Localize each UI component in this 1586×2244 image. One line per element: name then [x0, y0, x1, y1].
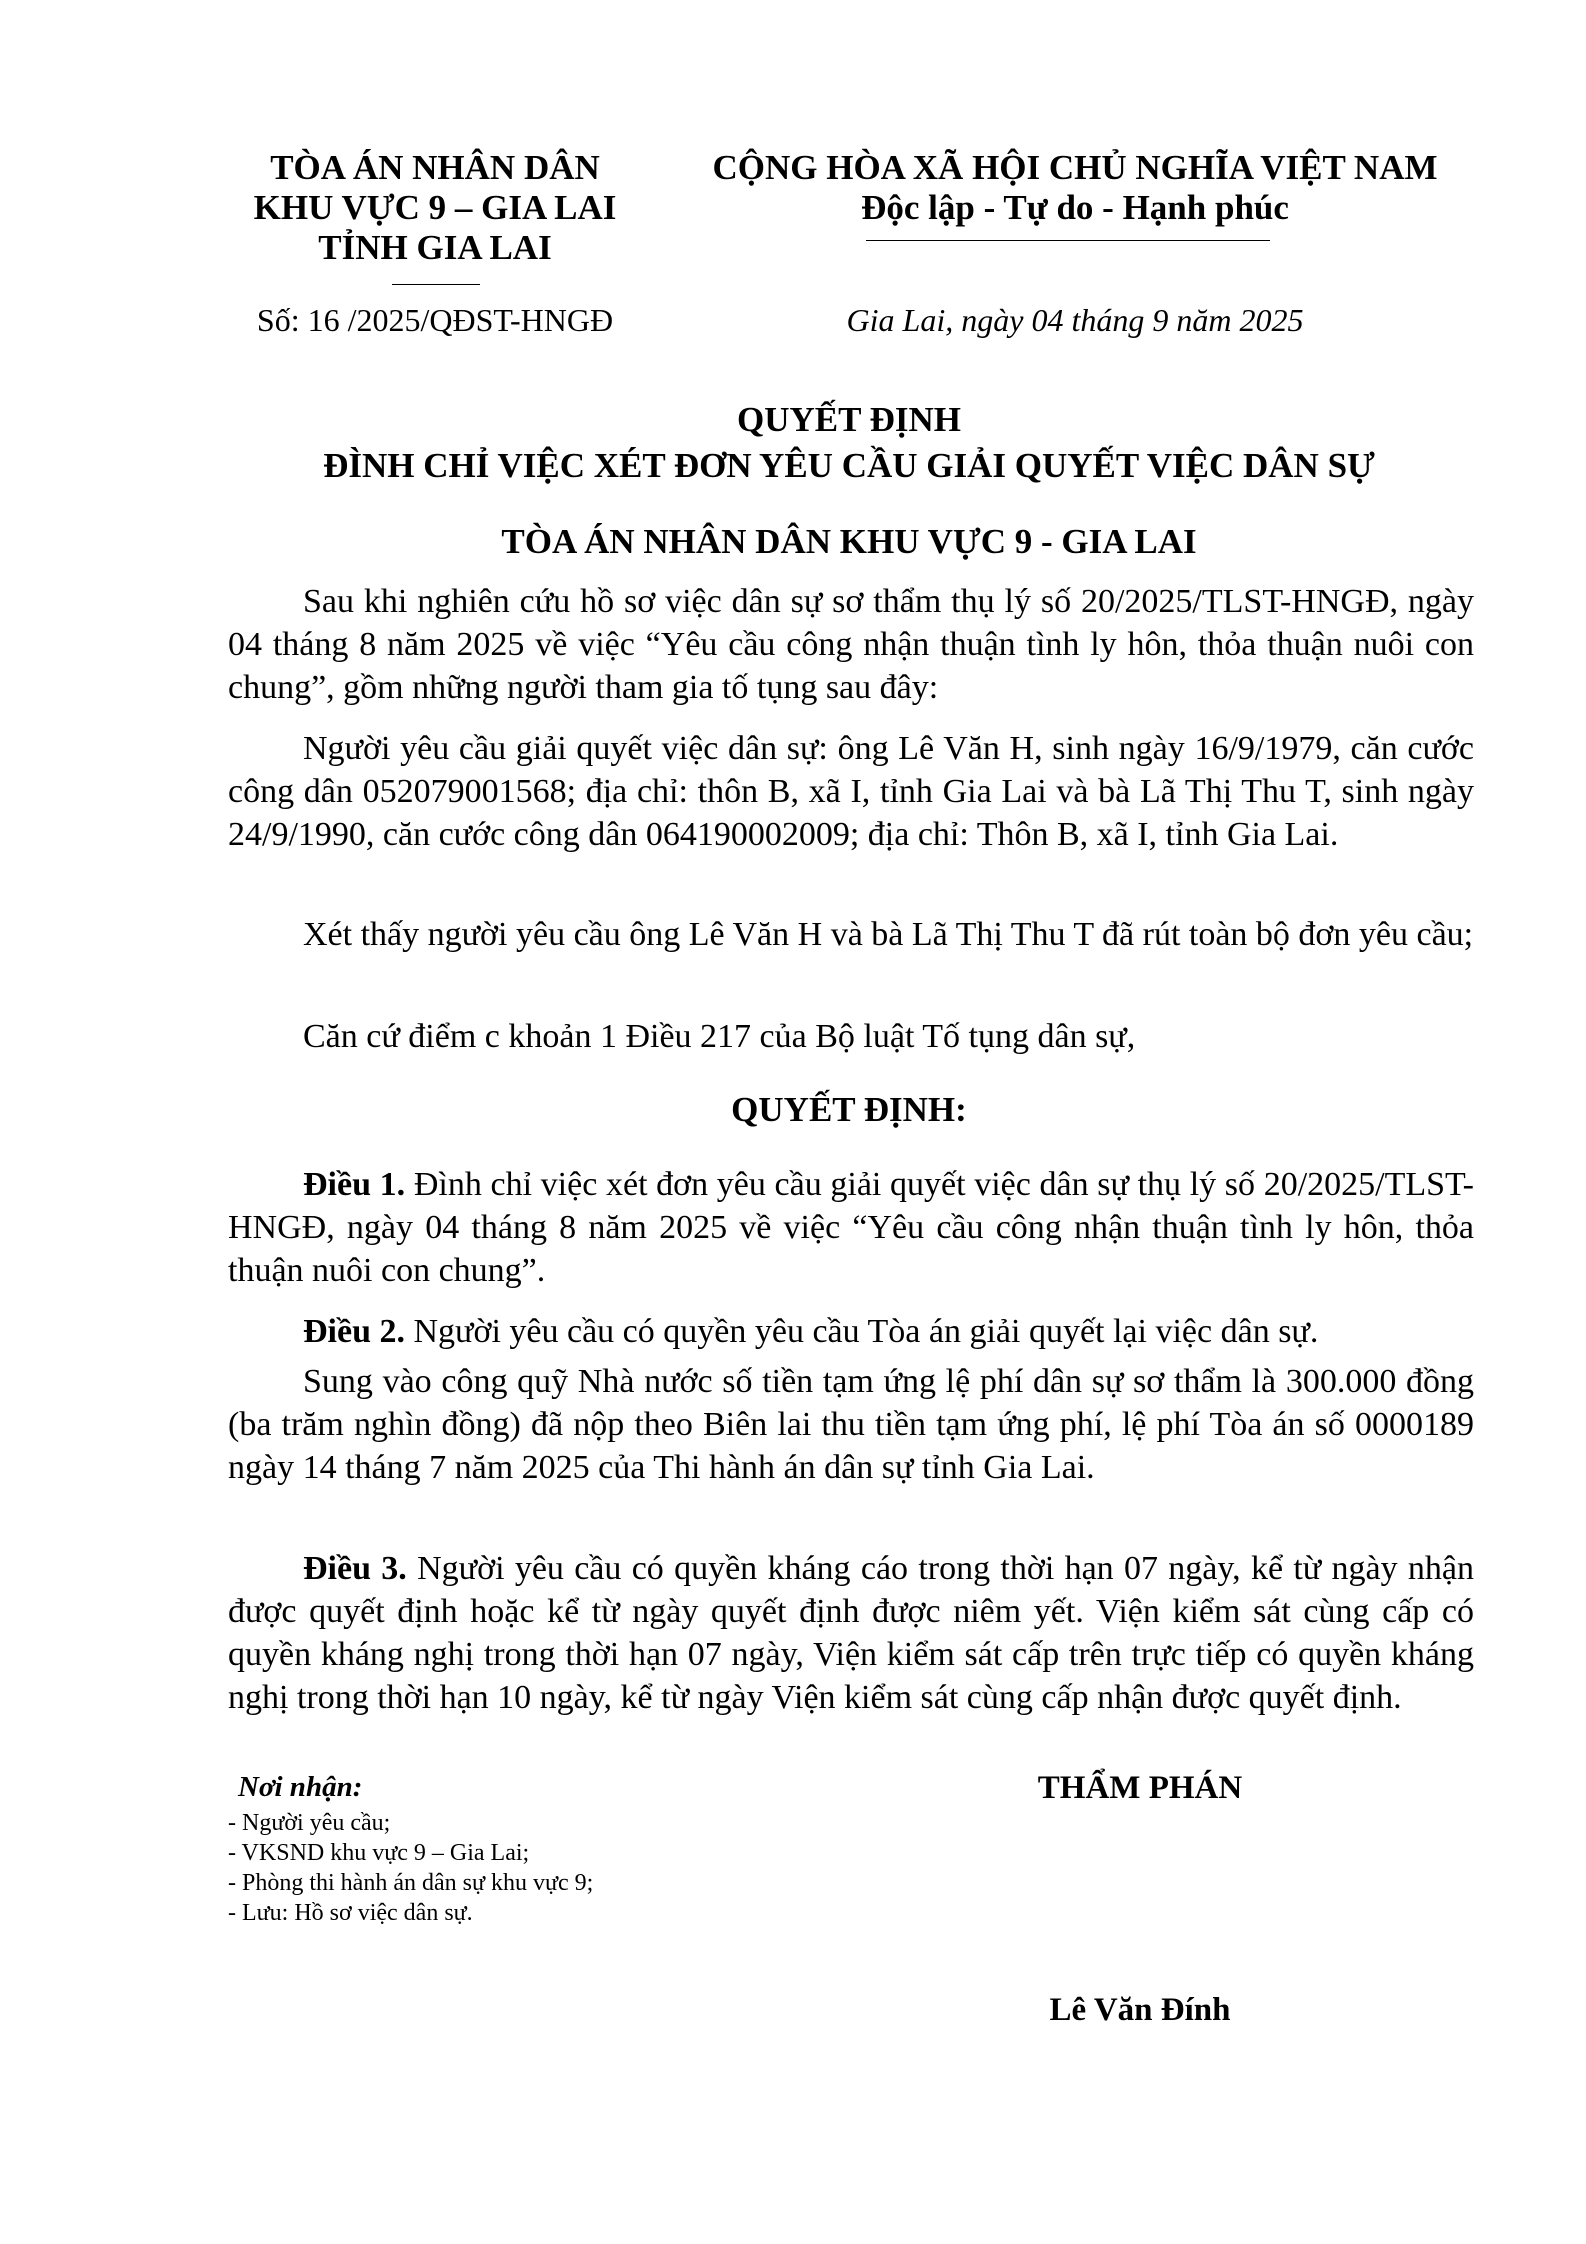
article-2	[228, 1310, 1474, 1353]
article-2-label: Điều 2.	[303, 1313, 405, 1350]
article-3	[228, 1547, 1474, 1719]
recipients-title: Nơi nhận:	[238, 1771, 363, 1803]
motto-underline	[866, 240, 1270, 241]
court-line-1: TÒA ÁN NHÂN DÂN	[270, 148, 600, 187]
paragraph-legal-basis: Căn cứ điểm c khoản 1 Điều 217 của Bộ luật Tố tụng dân sự,	[303, 1018, 1136, 1055]
court-line-3: TỈNH GIA LAI	[318, 228, 552, 267]
issuing-court-title: TÒA ÁN NHÂN DÂN KHU VỰC 9 - GIA LAI	[501, 522, 1197, 561]
document-number: Số: 16 /2025/QĐST-HNGĐ	[256, 302, 614, 338]
decision-section-title: QUYẾT ĐỊNH:	[731, 1090, 967, 1129]
article-1	[228, 1163, 1474, 1292]
paragraph-withdrawal: Xét thấy người yêu cầu ông Lê Văn H và bà Lã Thị Thu T đã rút toàn bộ đơn yêu cầu;	[303, 916, 1474, 953]
recipient-item: - Phòng thi hành án dân sự khu vực 9;	[228, 1870, 594, 1896]
recipient-item: - Người yêu cầu;	[228, 1810, 391, 1836]
decision-title: QUYẾT ĐỊNH	[737, 400, 961, 439]
nation-name: CỘNG HÒA XÃ HỘI CHỦ NGHĨA VIỆT NAM	[712, 148, 1438, 187]
article-3-text: Người yêu cầu có quyền kháng cáo trong thời hạn 07 ngày, kể từ ngày nhận được quyết định hoặc kể từ ngày quyết định được niêm yết. Viện kiểm sát cùng cấp có quyền kháng nghị trong thời hạn 07 ngày, Viện kiểm sát cấp trên trực tiếp có quyền kháng nghị trong thời hạn 10 ngày, kể từ ngày Viện kiểm sát cùng cấp nhận được quyết định.	[228, 1550, 1475, 1716]
article-1-label: Điều 1.	[303, 1166, 406, 1203]
decision-subject: ĐÌNH CHỈ VIỆC XÉT ĐƠN YÊU CẦU GIẢI QUYẾT VIỆC DÂN SỰ	[323, 446, 1375, 485]
court-line-2: KHU VỰC 9 – GIA LAI	[253, 188, 617, 227]
paragraph-parties: Người yêu cầu giải quyết việc dân sự: ông Lê Văn H, sinh ngày 16/9/1979, căn cước công dân 052079001568; địa chỉ: thôn B, xã I, tỉnh Gia Lai và bà Lã Thị Thu T, sinh ngày 24/9/1990, căn cước công dân 064190002009; địa chỉ: Thôn B, xã I, tỉnh Gia Lai.	[228, 730, 1474, 853]
national-motto-block	[675, 148, 1475, 228]
article-2-text: Người yêu cầu có quyền yêu cầu Tòa án giải quyết lại việc dân sự.	[405, 1313, 1319, 1350]
paragraph-case-intro: Sau khi nghiên cứu hồ sơ việc dân sự sơ thẩm thụ lý số 20/2025/TLST-HNGĐ, ngày 04 tháng 8 năm 2025 về việc “Yêu cầu công nhận thuận tình ly hôn, thỏa thuận nuôi con chung”, gồm những người tham gia tố tụng sau đây:	[228, 583, 1474, 706]
recipient-item: - Lưu: Hồ sơ việc dân sự.	[228, 1900, 473, 1926]
nation-motto: Độc lập - Tự do - Hạnh phúc	[861, 188, 1289, 227]
recipients-block	[228, 1770, 788, 1928]
recipient-item: - VKSND khu vực 9 – Gia Lai;	[228, 1840, 530, 1866]
article-3-label: Điều 3.	[303, 1550, 407, 1587]
article-1-text: Đình chỉ việc xét đơn yêu cầu giải quyết việc dân sự thụ lý số 20/2025/TLST-HNGĐ, ngày 04 tháng 8 năm 2025 về việc “Yêu cầu công nhận thuận tình ly hôn, thỏa thuận nuôi con chung”.	[228, 1166, 1475, 1289]
judge-name: Lê Văn Đính	[1049, 1992, 1231, 2028]
judge-title: THẨM PHÁN	[1037, 1770, 1243, 1806]
court-name-block	[200, 148, 670, 268]
court-underline	[392, 284, 480, 285]
document-date: Gia Lai, ngày 04 tháng 9 năm 2025	[846, 302, 1304, 338]
paragraph-fee: Sung vào công quỹ Nhà nước số tiền tạm ứng lệ phí dân sự sơ thẩm là 300.000 đồng (ba trăm nghìn đồng) đã nộp theo Biên lai thu tiền tạm ứng phí, lệ phí Tòa án số 0000189 ngày 14 tháng 7 năm 2025 của Thi hành án dân sự tỉnh Gia Lai.	[228, 1363, 1474, 1486]
